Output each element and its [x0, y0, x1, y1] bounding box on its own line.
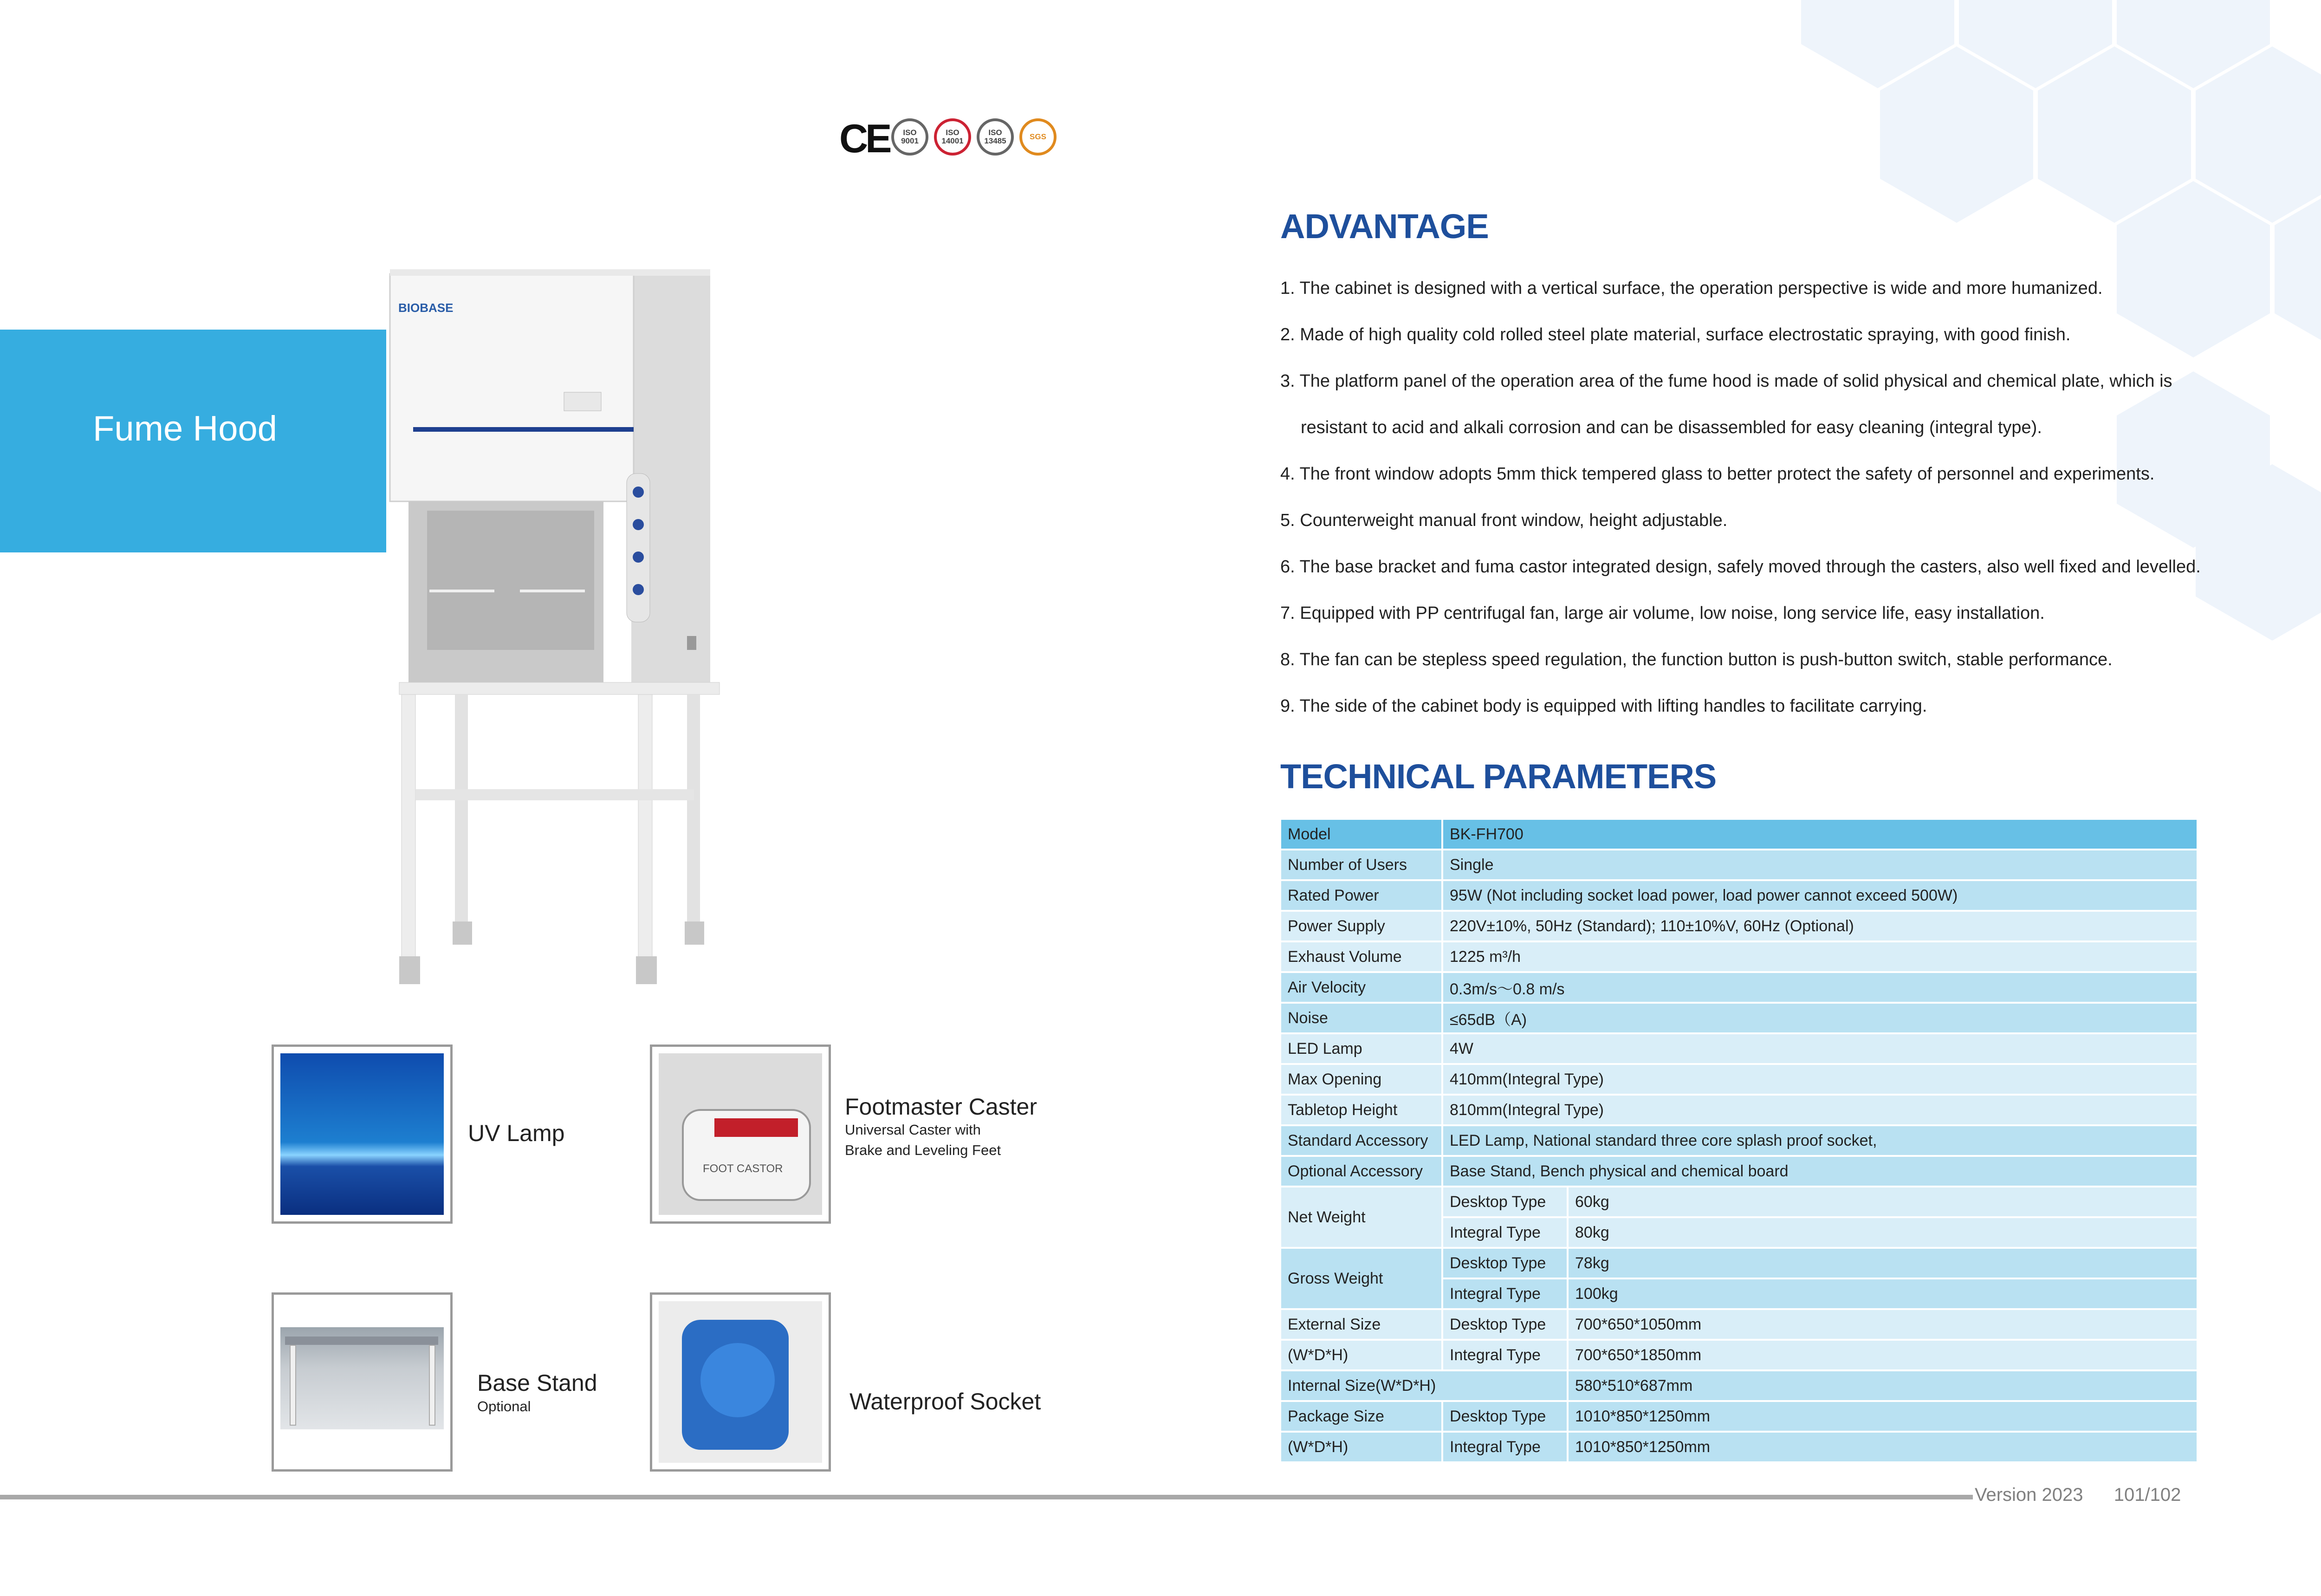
- advantage-item: 8. The fan can be stepless speed regulation, the function button is push-button switch, stable performance.: [1280, 650, 2113, 669]
- table-row: [1281, 942, 2197, 971]
- table-row: [1281, 1371, 2197, 1400]
- table-row: [1281, 881, 2197, 910]
- param-value: 60kg: [1569, 1187, 2197, 1216]
- param-label: Gross Weight: [1281, 1249, 1441, 1308]
- param-sublabel: Desktop Type: [1443, 1402, 1567, 1431]
- nameplate: [564, 392, 601, 411]
- ce-mark: CE: [839, 117, 889, 161]
- table-row: [1281, 1310, 2197, 1339]
- caster-image: [659, 1053, 822, 1215]
- iso-9001-logo: ISO 9001: [891, 118, 928, 156]
- sgs-logo: SGS: [1019, 118, 1057, 156]
- socket-label: Waterproof Socket: [849, 1388, 1041, 1414]
- socket-image: [659, 1301, 822, 1463]
- param-value: 1010*850*1250mm: [1569, 1433, 2197, 1461]
- stand-leg-front-left: [402, 694, 415, 964]
- param-label: Standard Accessory: [1281, 1126, 1441, 1155]
- iso-14001-logo: ISO 14001: [934, 118, 971, 156]
- param-value: Single: [1443, 850, 2197, 879]
- table-row: [1281, 850, 2197, 879]
- table-row: [1281, 820, 2197, 849]
- blue-stripe: [413, 427, 634, 432]
- side-switch: [687, 636, 696, 650]
- table-row: [1281, 1096, 2197, 1124]
- base-stand-top: [399, 682, 720, 694]
- stand-leg-front-right: [638, 694, 652, 964]
- table-row: [1281, 1187, 2197, 1216]
- caster-3: [453, 921, 472, 945]
- param-value: 100kg: [1569, 1279, 2197, 1308]
- base-stand-photo: [272, 1292, 453, 1472]
- base-stand-label: Base Stand: [477, 1370, 597, 1396]
- footer: [1975, 1485, 2181, 1505]
- param-sublabel: Integral Type: [1443, 1218, 1567, 1247]
- control-knob-2: [633, 519, 644, 530]
- param-value: 80kg: [1569, 1218, 2197, 1247]
- fume-hood-illustration: [381, 260, 752, 1012]
- advantage-item: 3. The platform panel of the operation area of the fume hood is made of solid physical and chemical plate, which is: [1280, 371, 2172, 391]
- parameters-table: [1279, 818, 2198, 1463]
- param-label: Net Weight: [1281, 1187, 1441, 1247]
- param-sublabel: Integral Type: [1443, 1433, 1567, 1461]
- param-label: (W*D*H): [1281, 1341, 1441, 1369]
- advantage-heading: ADVANTAGE: [1280, 207, 1489, 246]
- advantage-item: 2. Made of high quality cold rolled steel plate material, surface electrostatic spraying, with good finish.: [1280, 325, 2071, 344]
- advantage-item: 7. Equipped with PP centrifugal fan, large air volume, low noise, long service life, easy installation.: [1280, 603, 2045, 623]
- caster-2: [636, 956, 657, 984]
- param-label: Optional Accessory: [1281, 1157, 1441, 1186]
- table-row: [1281, 973, 2197, 1002]
- product-title: Fume Hood: [93, 409, 278, 448]
- stand-crossbar: [415, 789, 694, 800]
- param-value: 810mm(Integral Type): [1443, 1096, 2197, 1124]
- iso-13485-logo: ISO 13485: [977, 118, 1014, 156]
- brand-label: BIOBASE: [398, 301, 454, 315]
- advantage-item: 9. The side of the cabinet body is equipped with lifting handles to facilitate carrying.: [1280, 696, 1927, 716]
- param-value: 700*650*1050mm: [1569, 1310, 2197, 1339]
- table-row: [1281, 1341, 2197, 1369]
- table-row: [1281, 912, 2197, 941]
- table-row: [1281, 1126, 2197, 1155]
- caster-1: [399, 956, 420, 984]
- footer-version: Version 2023: [1975, 1485, 2083, 1505]
- table-row: [1281, 1065, 2197, 1094]
- stand-leg-back-right: [687, 694, 700, 927]
- param-value: 1225 m³/h: [1443, 942, 2197, 971]
- param-label: Tabletop Height: [1281, 1096, 1441, 1124]
- table-row: [1281, 1433, 2197, 1461]
- footer-divider: [0, 1495, 1973, 1499]
- page-number: 101/102: [2114, 1485, 2181, 1505]
- advantage-item: resistant to acid and alkali corrosion and can be disassembled for easy cleaning (integral type).: [1301, 418, 2042, 437]
- sash-handle-left: [429, 590, 494, 592]
- uv-lamp-image: [280, 1053, 444, 1215]
- advantage-item: 4. The front window adopts 5mm thick tempered glass to better protect the safety of personnel and experiments.: [1280, 464, 2155, 484]
- product-title-band: [0, 330, 386, 552]
- param-value: 410mm(Integral Type): [1443, 1065, 2197, 1094]
- param-sublabel: Integral Type: [1443, 1279, 1567, 1308]
- base-stand-image: [280, 1327, 444, 1429]
- param-label: Package Size: [1281, 1402, 1441, 1431]
- param-label: Number of Users: [1281, 850, 1441, 879]
- param-value: 0.3m/s～0.8 m/s: [1443, 973, 2197, 1002]
- table-row: [1281, 1402, 2197, 1431]
- param-label: Noise: [1281, 1004, 1441, 1032]
- param-label: Max Opening: [1281, 1065, 1441, 1094]
- table-row: [1281, 1004, 2197, 1032]
- param-sublabel: Desktop Type: [1443, 1310, 1567, 1339]
- param-sublabel: Desktop Type: [1443, 1249, 1567, 1278]
- control-knob-3: [633, 551, 644, 563]
- param-value: 1010*850*1250mm: [1569, 1402, 2197, 1431]
- param-label: Model: [1281, 820, 1441, 849]
- param-value: 700*650*1850mm: [1569, 1341, 2197, 1369]
- param-label: Internal Size(W*D*H): [1281, 1371, 1567, 1400]
- param-label: Exhaust Volume: [1281, 942, 1441, 971]
- control-knob-4: [633, 584, 644, 595]
- param-value: Base Stand, Bench physical and chemical board: [1443, 1157, 2197, 1186]
- advantage-item: 6. The base bracket and fuma castor integrated design, safely moved through the casters, also well fixed and levelled.: [1280, 557, 2201, 577]
- param-value: ≤65dB（A): [1443, 1004, 2197, 1032]
- caster-subtitle-line1: Universal Caster with: [845, 1122, 981, 1138]
- param-value: LED Lamp, National standard three core splash proof socket,: [1443, 1126, 2197, 1155]
- table-row: [1281, 1249, 2197, 1278]
- stand-leg-back-left: [455, 694, 468, 927]
- param-label: (W*D*H): [1281, 1433, 1441, 1461]
- table-row: [1281, 1034, 2197, 1063]
- param-label: Power Supply: [1281, 912, 1441, 941]
- param-value: 78kg: [1569, 1249, 2197, 1278]
- param-value: 95W (Not including socket load power, load power cannot exceed 500W): [1443, 881, 2197, 910]
- work-chamber-back: [427, 511, 594, 650]
- param-sublabel: Integral Type: [1443, 1341, 1567, 1369]
- param-label: Air Velocity: [1281, 973, 1441, 1002]
- param-sublabel: Desktop Type: [1443, 1187, 1567, 1216]
- param-label: External Size: [1281, 1310, 1441, 1339]
- caster-wheel-text: FOOT CASTOR: [703, 1162, 783, 1175]
- caster-photo: [650, 1045, 831, 1224]
- param-value: 580*510*687mm: [1569, 1371, 2197, 1400]
- sash-handle-right: [520, 590, 585, 592]
- uv-lamp-label: UV Lamp: [468, 1120, 565, 1146]
- param-label: Rated Power: [1281, 881, 1441, 910]
- caster-4: [685, 921, 704, 945]
- param-value: 4W: [1443, 1034, 2197, 1063]
- advantage-item: 5. Counterweight manual front window, height adjustable.: [1280, 511, 1728, 530]
- technical-heading: TECHNICAL PARAMETERS: [1280, 757, 1717, 796]
- base-stand-subtitle: Optional: [477, 1398, 531, 1414]
- cabinet-top-edge: [390, 269, 710, 276]
- socket-photo: [650, 1292, 831, 1472]
- caster-label: Footmaster Caster: [845, 1094, 1037, 1120]
- caster-subtitle-line2: Brake and Leveling Feet: [845, 1142, 1001, 1158]
- table-row: [1281, 1157, 2197, 1186]
- param-label: LED Lamp: [1281, 1034, 1441, 1063]
- uv-lamp-photo: [272, 1045, 453, 1224]
- control-knob-1: [633, 487, 644, 498]
- param-value: BK-FH700: [1443, 820, 2197, 849]
- param-value: 220V±10%, 50Hz (Standard); 110±10%V, 60Hz (Optional): [1443, 912, 2197, 941]
- advantage-item: 1. The cabinet is designed with a vertical surface, the operation perspective is wide and more humanized.: [1280, 279, 2103, 298]
